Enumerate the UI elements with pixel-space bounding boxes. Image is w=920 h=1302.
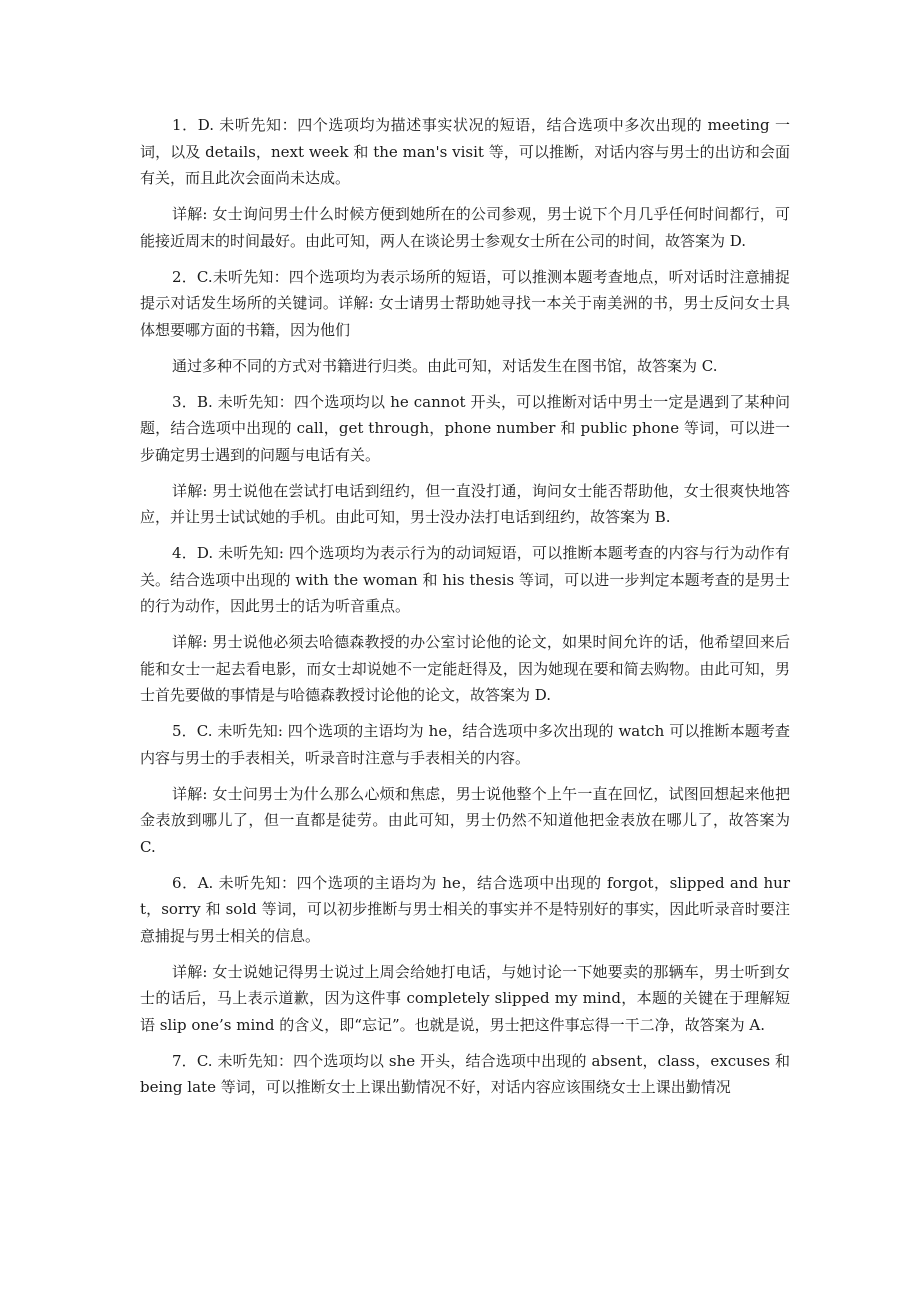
answer-2-preview: 2．C.未听先知：四个选项均为表示场所的短语，可以推测本题考查地点，听对话时注意捕捉提示对话发生场所的关键词。详解: 女士请男士帮助她寻找一本关于南美洲的书，男士反问女士具体想要哪方面的书籍，因为他们 — [140, 267, 790, 339]
answer-5-explanation: 详解: 女士问男士为什么那么心烦和焦虑，男士说他整个上午一直在回忆，试图回想起来他把金表放到哪儿了，但一直都是徒劳。由此可知，男士仍然不知道他把金表放在哪儿了，故答案为 C. — [140, 784, 790, 856]
answer-2-explanation: 通过多种不同的方式对书籍进行归类。由此可知，对话发生在图书馆，故答案为 C. — [172, 356, 718, 375]
answer-1-explanation: 详解: 女士询问男士什么时候方便到她所在的公司参观，男士说下个月几乎任何时间都行，可能接近周末的时间最好。由此可知，两人在谈论男士参观女士所在公司的时间，故答案为 D. — [140, 205, 790, 250]
answer-4-explanation: 详解: 男士说他必须去哈德森教授的办公室讨论他的论文，如果时间允许的话，他希望回来后能和女士一起去看电影，而女士却说她不一定能赶得及，因为她现在要和简去购物。由此可知，男士首先要做的事情是与哈德森教授讨论他的论文，故答案为 D. — [140, 633, 790, 704]
answer-3-explanation: 详解: 男士说他在尝试打电话到纽约，但一直没打通，询问女士能否帮助他，女士很爽快地答应，并让男士试试她的手机。由此可知，男士没办法打电话到纽约，故答案为 B. — [140, 481, 790, 526]
answer-3-preview: 3．B. 未听先知：四个选项均以 he cannot 开头，可以推断对话中男士一定是遇到了某种问题，结合选项中出现的 call，get through，phone number 和 public phone 等词，可以进一步确定男士遇到的问题与电话有关。 — [140, 392, 790, 464]
answer-7-preview: 7．C. 未听先知：四个选项均以 she 开头，结合选项中出现的 absent，class，excuses 和 being late 等词，可以推断女士上课出勤情况不好，对话内容应该围绕女士上课出勤情况 — [140, 1051, 790, 1096]
document-body — [140, 112, 790, 1110]
answer-5-preview: 5．C. 未听先知: 四个选项的主语均为 he，结合选项中多次出现的 watch 可以推断本题考查内容与男士的手表相关，听录音时注意与手表相关的内容。 — [140, 722, 790, 767]
answer-6-explanation: 详解: 女士说她记得男士说过上周会给她打电话，与她讨论一下她要卖的那辆车，男士听到女士的话后，马上表示道歉，因为这件事 completely slipped my mind，本题的关键在于理解短语 slip one’s mind 的含义，即“忘记”。也就是说，男士把这件事忘得一干二净，故答案为 A. — [140, 962, 790, 1034]
answer-6-preview: 6．A. 未听先知：四个选项的主语均为 he，结合选项中出现的 forgot，slipped and hurt，sorry 和 sold 等词，可以初步推断与男士相关的事实并不是特别好的事实，因此听录音时要注意捕捉与男士相关的信息。 — [140, 873, 790, 945]
answer-4-preview: 4．D. 未听先知: 四个选项均为表示行为的动词短语，可以推断本题考查的内容与行为动作有关。结合选项中出现的 with the woman 和 his thesis 等词，可以进一步判定本题考查的是男士的行为动作，因此男士的话为听音重点。 — [140, 544, 790, 615]
answer-1-preview: 1．D. 未听先知：四个选项均为描述事实状况的短语，结合选项中多次出现的 meeting 一词，以及 details，next week 和 the man's visit 等，可以推断，对话内容与男士的出访和会面有关，而且此次会面尚未达成。 — [140, 116, 790, 187]
